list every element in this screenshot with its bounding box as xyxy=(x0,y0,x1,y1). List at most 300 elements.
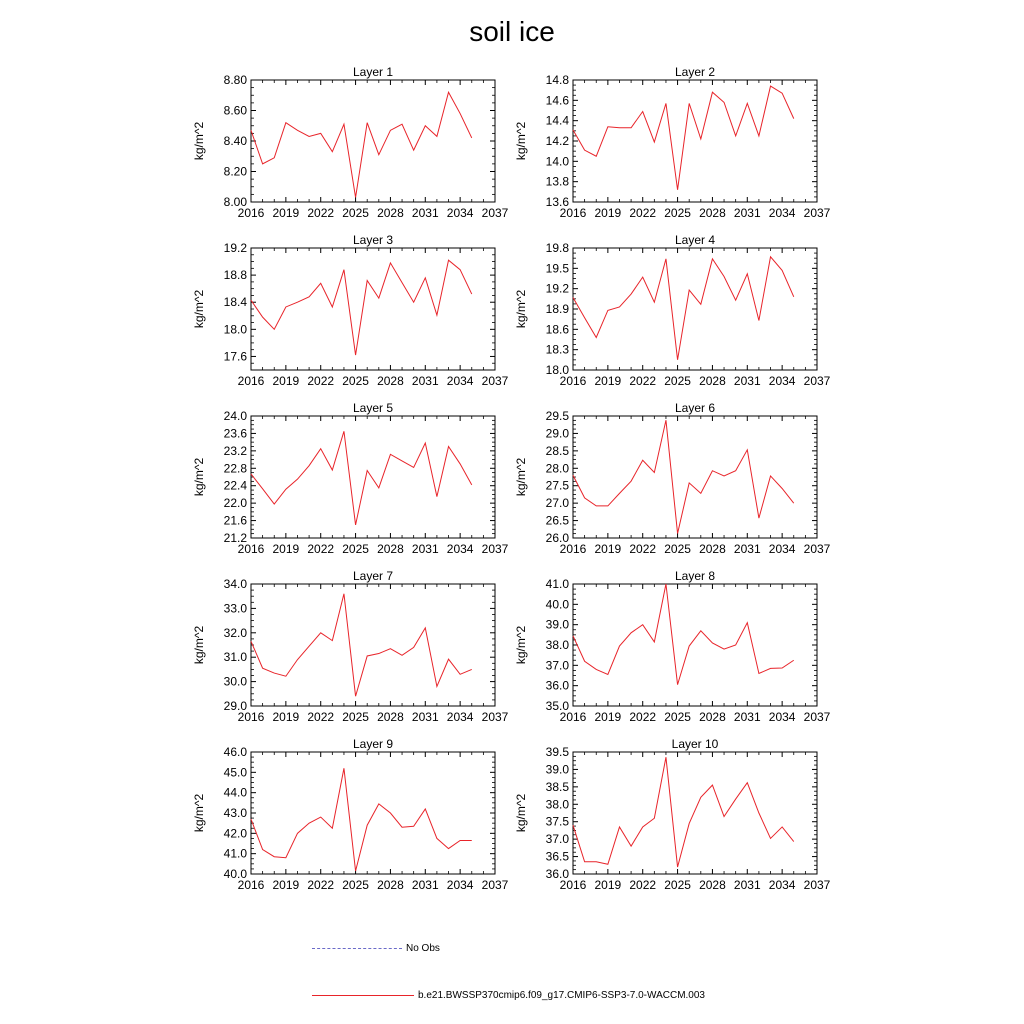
data-point xyxy=(377,153,380,156)
data-point xyxy=(572,634,575,637)
y-tick-label: 18.0 xyxy=(545,363,569,377)
data-point xyxy=(781,825,784,828)
data-point xyxy=(273,328,276,331)
y-tick-label: 18.0 xyxy=(223,322,247,337)
y-tick-label: 34.0 xyxy=(223,577,247,591)
x-tick-label: 2022 xyxy=(307,542,335,556)
x-tick-label: 2031 xyxy=(411,878,439,892)
panel-title: Layer 5 xyxy=(352,401,394,415)
plot-frame xyxy=(573,584,817,706)
data-point xyxy=(664,583,667,586)
data-point xyxy=(653,817,656,820)
y-tick-label: 31.0 xyxy=(223,650,247,665)
plot-frame xyxy=(573,80,817,202)
data-point xyxy=(688,102,691,105)
data-point xyxy=(296,658,299,661)
data-point xyxy=(354,523,357,526)
data-point xyxy=(412,149,415,152)
x-tick-label: 2016 xyxy=(237,206,265,220)
data-point xyxy=(354,196,357,199)
y-axis-title: kg/m^2 xyxy=(192,289,206,329)
data-point xyxy=(331,469,334,472)
y-tick-label: 8.20 xyxy=(223,164,247,179)
legend-model-label: b.e21.BWSSP370cmip6.f09_g17.CMIP6-SSP3-7.0-WACCM.003 xyxy=(418,990,705,1001)
data-point xyxy=(308,295,311,298)
data-point xyxy=(746,621,749,624)
data-point xyxy=(572,128,575,131)
x-tick-label: 2019 xyxy=(272,206,300,220)
data-point xyxy=(792,840,795,843)
x-tick-label: 2022 xyxy=(629,206,657,220)
plot-frame xyxy=(251,416,495,538)
data-point xyxy=(688,289,691,292)
y-tick-label: 37.0 xyxy=(545,658,569,673)
data-point xyxy=(723,648,726,651)
data-point xyxy=(412,301,415,304)
x-tick-label: 2028 xyxy=(699,374,726,388)
data-point xyxy=(664,419,667,422)
y-axis-title: kg/m^2 xyxy=(192,121,206,161)
data-point xyxy=(261,162,264,165)
data-point xyxy=(470,293,473,296)
y-tick-label: 29.0 xyxy=(545,426,569,441)
x-tick-label: 2031 xyxy=(411,206,439,220)
data-point xyxy=(757,517,760,520)
data-point xyxy=(723,474,726,477)
y-tick-label: 13.6 xyxy=(545,195,569,209)
x-tick-label: 2028 xyxy=(699,542,726,556)
x-tick-label: 2025 xyxy=(342,710,369,724)
y-tick-label: 37.0 xyxy=(545,832,569,847)
panel-title: Layer 6 xyxy=(674,401,716,415)
data-point xyxy=(583,860,586,863)
data-point xyxy=(401,459,404,462)
x-tick-label: 2022 xyxy=(629,878,657,892)
figure-title: soil ice xyxy=(469,16,555,47)
data-point xyxy=(630,126,633,129)
y-tick-label: 46.0 xyxy=(223,745,247,759)
data-point xyxy=(757,134,760,137)
y-tick-label: 24.0 xyxy=(223,409,247,423)
y-tick-label: 39.0 xyxy=(545,617,569,632)
data-point xyxy=(435,135,438,138)
data-point xyxy=(699,796,702,799)
data-point xyxy=(261,848,264,851)
x-tick-label: 2031 xyxy=(733,374,761,388)
data-point xyxy=(572,824,575,827)
data-point xyxy=(630,293,633,296)
panel-layer-4 xyxy=(514,233,831,388)
data-point xyxy=(653,640,656,643)
y-tick-label: 28.5 xyxy=(545,443,569,458)
data-point xyxy=(447,847,450,850)
y-tick-label: 41.0 xyxy=(223,846,247,861)
data-point xyxy=(734,798,737,801)
x-tick-label: 2028 xyxy=(377,710,404,724)
series-line xyxy=(251,431,472,525)
x-tick-label: 2019 xyxy=(594,878,622,892)
data-point xyxy=(308,822,311,825)
data-point xyxy=(688,645,691,648)
data-point xyxy=(583,149,586,152)
data-point xyxy=(711,784,714,787)
data-point xyxy=(618,825,621,828)
data-point xyxy=(377,652,380,655)
data-point xyxy=(435,837,438,840)
data-point xyxy=(676,866,679,869)
data-point xyxy=(342,268,345,271)
data-point xyxy=(734,134,737,137)
y-tick-label: 14.4 xyxy=(545,113,569,128)
x-tick-label: 2034 xyxy=(768,878,796,892)
data-point xyxy=(389,453,392,456)
x-tick-label: 2025 xyxy=(664,710,691,724)
data-point xyxy=(676,532,679,535)
x-tick-label: 2034 xyxy=(446,710,474,724)
x-tick-label: 2025 xyxy=(342,542,369,556)
y-tick-label: 30.0 xyxy=(223,674,247,689)
data-point xyxy=(412,466,415,469)
x-tick-label: 2037 xyxy=(481,710,509,724)
data-point xyxy=(319,816,322,819)
x-tick-label: 2037 xyxy=(803,710,831,724)
data-point xyxy=(723,275,726,278)
data-point xyxy=(769,474,772,477)
data-point xyxy=(746,781,749,784)
data-point xyxy=(653,471,656,474)
data-point xyxy=(746,272,749,275)
data-point xyxy=(734,299,737,302)
data-point xyxy=(273,855,276,858)
panel-title: Layer 10 xyxy=(671,737,719,751)
y-tick-label: 19.2 xyxy=(545,281,569,296)
x-tick-label: 2028 xyxy=(699,878,726,892)
data-point xyxy=(296,129,299,132)
series-line xyxy=(251,260,472,355)
x-tick-label: 2037 xyxy=(803,878,831,892)
data-point xyxy=(595,504,598,507)
data-point xyxy=(606,504,609,507)
data-point xyxy=(447,658,450,661)
data-point xyxy=(296,478,299,481)
plot-frame xyxy=(251,584,495,706)
data-point xyxy=(641,825,644,828)
x-tick-label: 2022 xyxy=(629,374,657,388)
data-point xyxy=(250,640,253,643)
plot-frame xyxy=(251,752,495,874)
data-point xyxy=(781,92,784,95)
y-tick-label: 40.0 xyxy=(545,597,569,612)
x-tick-label: 2034 xyxy=(768,710,796,724)
y-tick-label: 40.0 xyxy=(223,867,247,881)
data-point xyxy=(699,492,702,495)
y-tick-label: 19.2 xyxy=(223,241,247,255)
y-tick-label: 18.3 xyxy=(545,342,569,357)
data-point xyxy=(769,85,772,88)
x-tick-label: 2016 xyxy=(559,878,587,892)
y-tick-label: 13.8 xyxy=(545,174,569,189)
legend-obs-label: No Obs xyxy=(406,943,440,954)
y-axis-title: kg/m^2 xyxy=(514,793,528,833)
data-point xyxy=(653,301,656,304)
x-tick-label: 2037 xyxy=(803,542,831,556)
data-point xyxy=(792,117,795,120)
data-point xyxy=(447,91,450,94)
y-tick-label: 26.0 xyxy=(545,531,569,545)
y-axis-title: kg/m^2 xyxy=(192,457,206,497)
y-tick-label: 18.6 xyxy=(545,322,569,337)
x-tick-label: 2028 xyxy=(377,374,404,388)
data-point xyxy=(459,673,462,676)
data-point xyxy=(435,685,438,688)
x-tick-label: 2031 xyxy=(411,542,439,556)
y-tick-label: 14.6 xyxy=(545,93,569,108)
panel-layer-1 xyxy=(192,65,509,220)
x-tick-label: 2034 xyxy=(446,206,474,220)
series-line xyxy=(573,757,794,867)
x-tick-label: 2025 xyxy=(342,374,369,388)
data-point xyxy=(618,305,621,308)
y-tick-label: 36.0 xyxy=(545,678,569,693)
panel-title: Layer 3 xyxy=(352,233,394,247)
data-point xyxy=(676,358,679,361)
series-line xyxy=(251,92,472,197)
data-point xyxy=(746,448,749,451)
data-point xyxy=(470,483,473,486)
data-point xyxy=(412,646,415,649)
x-tick-label: 2019 xyxy=(272,878,300,892)
data-point xyxy=(769,667,772,670)
y-tick-label: 22.0 xyxy=(223,496,247,511)
data-point xyxy=(261,316,264,319)
data-point xyxy=(331,305,334,308)
plot-frame xyxy=(573,752,817,874)
y-tick-label: 8.80 xyxy=(223,73,247,87)
x-tick-label: 2016 xyxy=(237,542,265,556)
data-point xyxy=(699,629,702,632)
data-point xyxy=(424,276,427,279)
data-point xyxy=(366,279,369,282)
x-tick-label: 2037 xyxy=(803,374,831,388)
data-point xyxy=(284,305,287,308)
x-tick-label: 2037 xyxy=(481,878,509,892)
data-point xyxy=(319,282,322,285)
data-point xyxy=(470,668,473,671)
data-point xyxy=(412,825,415,828)
x-tick-label: 2022 xyxy=(307,710,335,724)
x-tick-label: 2019 xyxy=(272,710,300,724)
data-point xyxy=(331,827,334,830)
x-tick-label: 2025 xyxy=(342,206,369,220)
y-tick-label: 41.0 xyxy=(545,577,569,591)
y-tick-label: 27.0 xyxy=(545,496,569,511)
x-tick-label: 2031 xyxy=(733,878,761,892)
y-tick-label: 14.2 xyxy=(545,134,569,148)
y-tick-label: 22.4 xyxy=(223,478,247,493)
data-point xyxy=(459,112,462,115)
y-axis-title: kg/m^2 xyxy=(514,625,528,665)
y-tick-label: 8.60 xyxy=(223,103,247,118)
data-point xyxy=(792,295,795,298)
x-tick-label: 2016 xyxy=(237,878,265,892)
y-tick-label: 27.5 xyxy=(545,478,569,493)
y-tick-label: 39.0 xyxy=(545,762,569,777)
data-point xyxy=(284,488,287,491)
data-point xyxy=(389,812,392,815)
data-point xyxy=(606,125,609,128)
data-point xyxy=(296,301,299,304)
panel-layer-7 xyxy=(192,569,509,724)
x-tick-label: 2031 xyxy=(733,542,761,556)
data-point xyxy=(606,673,609,676)
x-tick-label: 2016 xyxy=(559,374,587,388)
y-tick-label: 38.5 xyxy=(545,779,569,794)
x-tick-label: 2016 xyxy=(237,374,265,388)
data-point xyxy=(401,281,404,284)
x-tick-label: 2028 xyxy=(377,878,404,892)
data-point xyxy=(377,297,380,300)
y-tick-label: 14.8 xyxy=(545,73,569,87)
x-tick-label: 2031 xyxy=(411,710,439,724)
data-point xyxy=(618,126,621,129)
x-tick-label: 2019 xyxy=(272,542,300,556)
data-point xyxy=(284,856,287,859)
x-tick-label: 2031 xyxy=(733,206,761,220)
x-tick-label: 2019 xyxy=(594,542,622,556)
data-point xyxy=(664,257,667,260)
data-point xyxy=(459,839,462,842)
data-point xyxy=(676,188,679,191)
x-tick-label: 2037 xyxy=(481,374,509,388)
data-point xyxy=(401,654,404,657)
panel-title: Layer 4 xyxy=(674,233,716,247)
y-tick-label: 32.0 xyxy=(223,625,247,640)
data-point xyxy=(606,863,609,866)
data-point xyxy=(366,824,369,827)
data-point xyxy=(273,503,276,506)
data-point xyxy=(583,496,586,499)
y-tick-label: 36.5 xyxy=(545,849,569,864)
y-tick-label: 38.0 xyxy=(545,638,569,652)
data-point xyxy=(792,502,795,505)
x-tick-label: 2028 xyxy=(377,542,404,556)
data-point xyxy=(331,639,334,642)
y-tick-label: 18.4 xyxy=(223,295,247,310)
data-point xyxy=(470,136,473,139)
data-point xyxy=(342,767,345,770)
y-axis-title: kg/m^2 xyxy=(514,121,528,161)
x-tick-label: 2022 xyxy=(629,710,657,724)
x-tick-label: 2025 xyxy=(664,878,691,892)
data-point xyxy=(319,447,322,450)
panel-layer-5 xyxy=(192,401,509,556)
data-point xyxy=(757,812,760,815)
data-point xyxy=(447,259,450,262)
panel-layer-6 xyxy=(514,401,831,556)
y-tick-label: 35.0 xyxy=(545,699,569,713)
y-tick-label: 8.40 xyxy=(223,134,247,148)
data-point xyxy=(664,756,667,759)
x-tick-label: 2028 xyxy=(699,206,726,220)
data-point xyxy=(641,110,644,113)
series-line xyxy=(573,86,794,190)
data-point xyxy=(284,675,287,678)
x-tick-label: 2034 xyxy=(768,206,796,220)
panel-title: Layer 1 xyxy=(352,65,394,79)
panel-layer-9 xyxy=(192,737,509,892)
data-point xyxy=(757,319,760,322)
x-tick-label: 2031 xyxy=(733,710,761,724)
data-point xyxy=(435,495,438,498)
x-tick-label: 2034 xyxy=(446,542,474,556)
data-point xyxy=(618,645,621,648)
data-point xyxy=(250,818,253,821)
data-point xyxy=(711,469,714,472)
data-point xyxy=(354,354,357,357)
data-point xyxy=(723,101,726,104)
data-point xyxy=(354,869,357,872)
data-point xyxy=(459,462,462,465)
x-tick-label: 2019 xyxy=(594,206,622,220)
data-point xyxy=(734,644,737,647)
data-point xyxy=(595,668,598,671)
data-point xyxy=(273,672,276,675)
plot-frame xyxy=(251,248,495,370)
data-point xyxy=(641,276,644,279)
plot-frame xyxy=(251,80,495,202)
data-point xyxy=(595,860,598,863)
data-point xyxy=(424,807,427,810)
y-tick-label: 42.0 xyxy=(223,826,247,841)
data-point xyxy=(757,672,760,675)
y-tick-label: 45.0 xyxy=(223,765,247,780)
x-tick-label: 2019 xyxy=(594,710,622,724)
data-point xyxy=(342,430,345,433)
data-point xyxy=(389,261,392,264)
data-point xyxy=(447,445,450,448)
y-tick-label: 29.5 xyxy=(545,409,569,423)
data-point xyxy=(781,269,784,272)
data-point xyxy=(308,135,311,138)
data-point xyxy=(641,623,644,626)
y-tick-label: 26.5 xyxy=(545,513,569,528)
x-tick-label: 2016 xyxy=(559,206,587,220)
data-point xyxy=(401,123,404,126)
y-tick-label: 21.6 xyxy=(223,513,247,528)
x-tick-label: 2025 xyxy=(342,878,369,892)
x-tick-label: 2016 xyxy=(559,710,587,724)
data-point xyxy=(630,480,633,483)
data-point xyxy=(435,314,438,317)
series-line xyxy=(251,594,472,696)
y-tick-label: 19.8 xyxy=(545,241,569,255)
data-point xyxy=(653,141,656,144)
x-tick-label: 2034 xyxy=(446,878,474,892)
panel-layer-8 xyxy=(514,569,831,724)
x-tick-label: 2025 xyxy=(664,206,691,220)
y-axis-title: kg/m^2 xyxy=(514,457,528,497)
data-point xyxy=(261,487,264,490)
x-tick-label: 2019 xyxy=(594,374,622,388)
data-point xyxy=(366,654,369,657)
data-point xyxy=(746,102,749,105)
x-tick-label: 2028 xyxy=(699,710,726,724)
data-point xyxy=(319,132,322,135)
data-point xyxy=(342,123,345,126)
data-point xyxy=(250,472,253,475)
data-point xyxy=(250,129,253,132)
x-tick-label: 2022 xyxy=(307,878,335,892)
